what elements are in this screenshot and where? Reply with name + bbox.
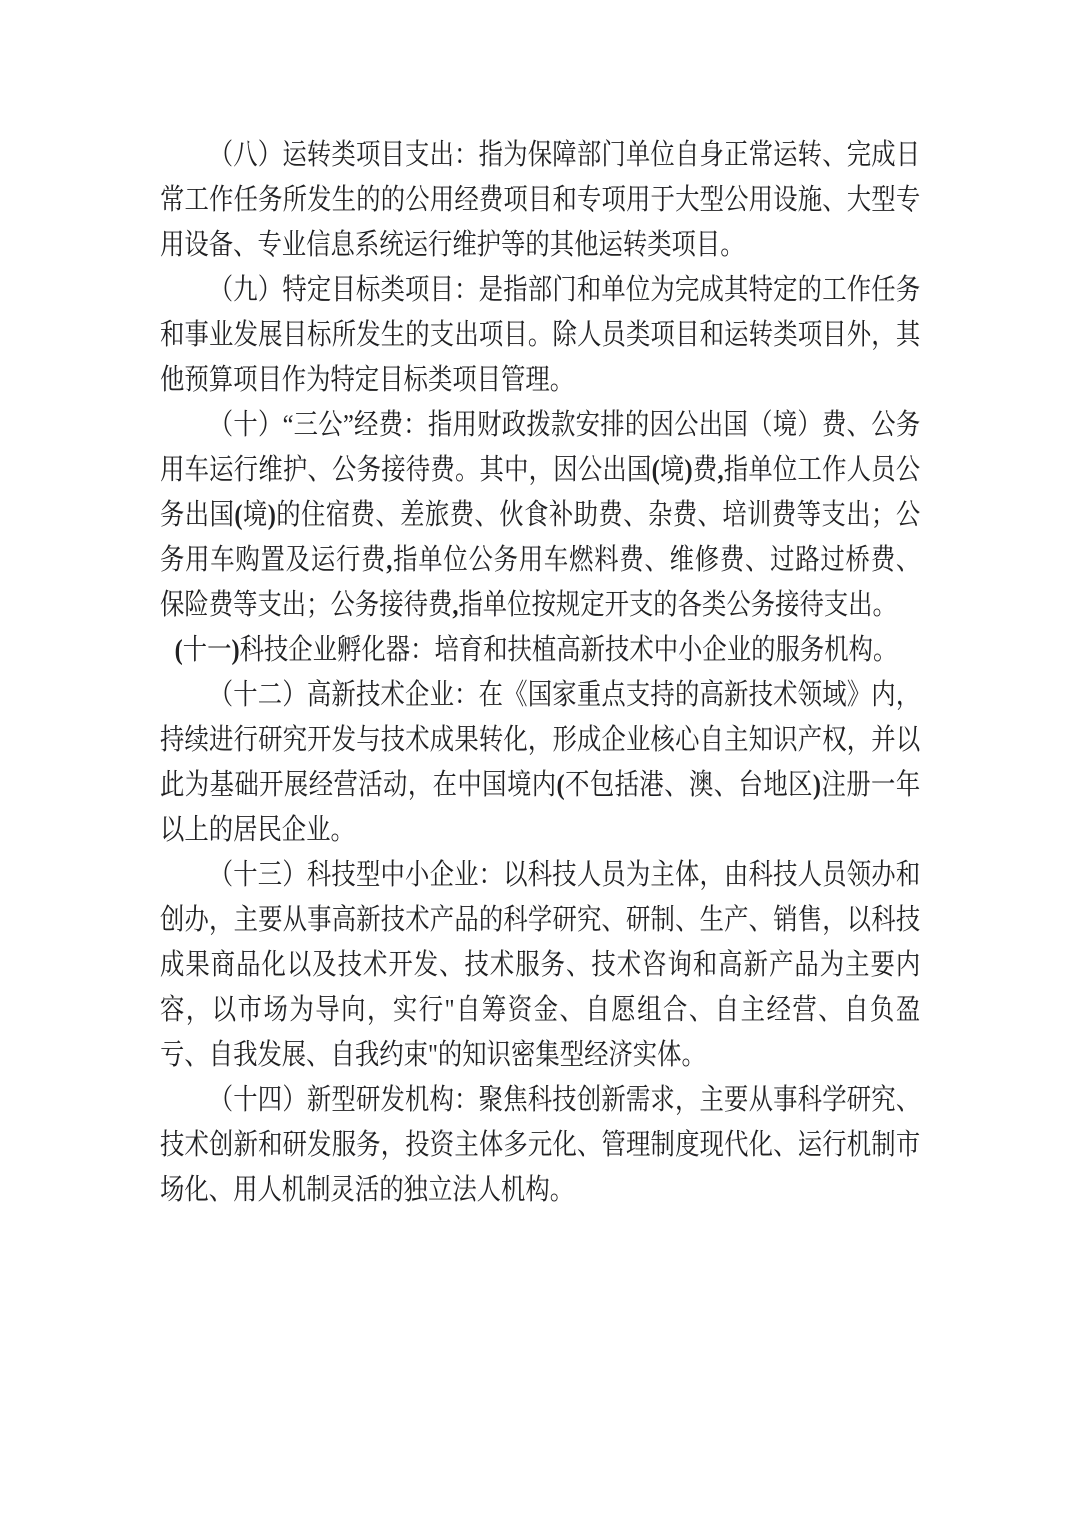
- paragraph-item-12: [160, 673, 920, 853]
- text-run: 注册一年以上的居民企业。: [160, 769, 921, 846]
- bold-text-run: (: [174, 634, 183, 666]
- text-run: 十一: [182, 634, 232, 666]
- text-run: （十）“三公”经费：指用财政拨款安排的因公出国（境）费、公务用车运行维护、公务接待费。其中，因公出国: [160, 409, 921, 486]
- paragraph-item-10: [160, 403, 920, 628]
- text-run: 的住宿费、差旅费、伙食补助费、杂费、培训费等支出；公务用车购置及运行费: [160, 499, 921, 576]
- text-run: （九）特定目标类项目：是指部门和单位为完成其特定的工作任务和事业发展目标所发生的支出项目。除人员类项目和运转类项目外，其他预算项目作为特定目标类项目管理。: [160, 274, 921, 396]
- bold-text-run: ): [812, 769, 822, 801]
- text-run: （八）运转类项目支出：指为保障部门单位自身正常运转、完成日常工作任务所发生的的公用经费项目和专项用于大型公用设施、大型专用设备、专业信息系统运行维护等的其他运转类项目。: [160, 139, 921, 261]
- text-run: 指单位公务用车燃料费、维修费、过路过桥费、保险费等支出；公务接待费: [160, 544, 921, 621]
- bold-text-run: ): [684, 454, 693, 486]
- document-body: [160, 133, 920, 1213]
- bold-text-run: (: [651, 454, 660, 486]
- text-run: 境: [242, 499, 268, 531]
- bold-text-run: (: [556, 769, 565, 801]
- bold-text-run: ,: [386, 544, 393, 576]
- paragraph-item-13: [160, 853, 920, 1078]
- text-run: 指单位工作人员公务出国: [160, 454, 921, 531]
- paragraph-item-8: [160, 133, 920, 268]
- bold-text-run: (: [234, 499, 243, 531]
- text-run: （十三）科技型中小企业：以科技人员为主体，由科技人员领办和创办，主要从事高新技术产品的科学研究、研制、生产、销售，以科技成果商品化以及技术开发、技术服务、技术咨询和高新产品为主要内容，以市场为导向，实行"自筹资金、自愿组合、自主经营、自负盈亏、自我发展、自我约束"的知识密集型经济实体。: [160, 859, 921, 1071]
- paragraph-item-11: [160, 628, 920, 673]
- bold-text-run: ): [267, 499, 276, 531]
- paragraph-item-9: [160, 268, 920, 403]
- text-run: （十四）新型研发机构：聚焦科技创新需求，主要从事科学研究、技术创新和研发服务，投资主体多元化、管理制度现代化、运行机制市场化、用人机制灵活的独立法人机构。: [160, 1084, 921, 1206]
- text-run: 费: [692, 454, 718, 486]
- text-run: 不包括港、澳、台地区: [564, 769, 813, 801]
- text-run: 境: [659, 454, 685, 486]
- bold-text-run: ,: [717, 454, 724, 486]
- text-run: 科技企业孵化器：培育和扶植高新技术中小企业的服务机构。: [239, 634, 898, 666]
- bold-text-run: ,: [452, 589, 459, 621]
- bold-text-run: ): [231, 634, 240, 666]
- paragraph-item-14: [160, 1078, 920, 1213]
- text-run: （十二）高新技术企业：在《国家重点支持的高新技术领域》内，持续进行研究开发与技术成果转化，形成企业核心自主知识产权，并以此为基础开展经营活动，在中国境内: [160, 679, 921, 801]
- text-run: 指单位按规定开支的各类公务接待支出。: [458, 589, 897, 621]
